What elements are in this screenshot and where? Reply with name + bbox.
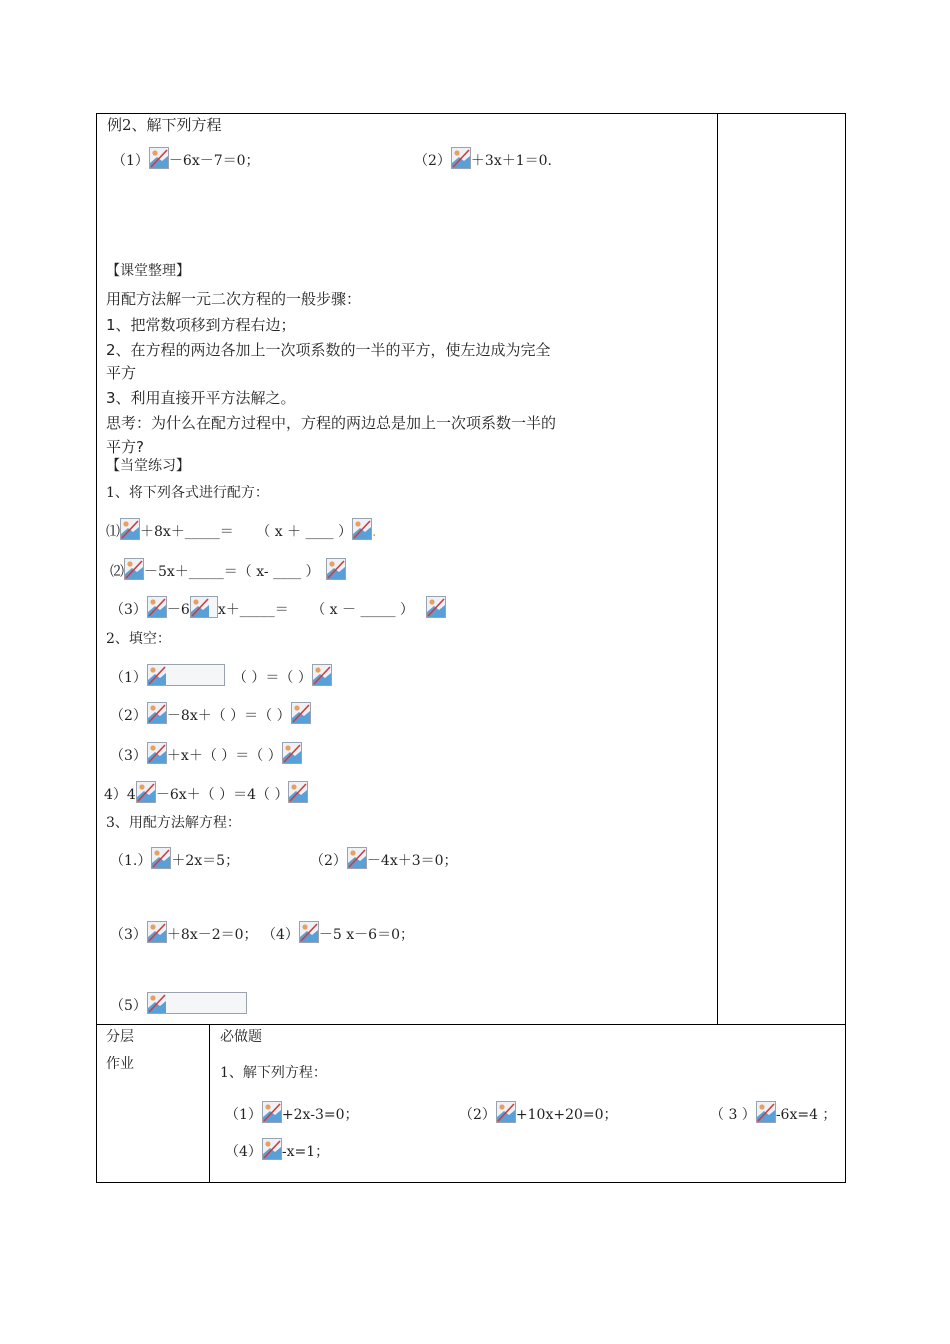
- item-text: －6: [166, 602, 190, 618]
- item-text: （ ）＝（ ）: [232, 670, 312, 686]
- homework-q1-title: 1、解下列方程：: [220, 1065, 327, 1081]
- item-text: ＋8x＋_____＝: [140, 524, 234, 540]
- homework-item: [225, 1101, 358, 1124]
- item-label: ⑴: [106, 524, 120, 540]
- item-text: -x=1；: [281, 1144, 330, 1160]
- practice-q3-item: [110, 992, 247, 1015]
- eq1-text: －6x－7＝0；: [168, 153, 260, 169]
- practice-q1-item: [106, 518, 376, 541]
- broken-image-icon: [147, 921, 167, 943]
- summary-heading: 【课堂整理】: [106, 263, 190, 279]
- broken-image-icon: [149, 147, 169, 169]
- broken-image-icon: [347, 847, 367, 869]
- summary-line: 用配方法解一元二次方程的一般步骤：: [106, 290, 362, 308]
- eq2-label: （2）: [414, 153, 451, 169]
- item-text: -6x=4 ；: [775, 1107, 837, 1123]
- summary-line: 1、把常数项移到方程右边；: [106, 316, 296, 334]
- practice-q3-item: [110, 921, 414, 944]
- item-label: （3）: [110, 602, 147, 618]
- broken-image-icon: [147, 596, 167, 618]
- eq1-label: （1）: [112, 153, 149, 169]
- item-label: （3）: [110, 748, 147, 764]
- item-text: （ x ＋ ____ ）: [256, 524, 352, 540]
- practice-q2-item: [104, 781, 308, 804]
- practice-q3-item: [110, 847, 239, 870]
- item-text: －5x＋_____＝（ x- ____ ）: [144, 564, 320, 580]
- practice-q3-item: [310, 847, 458, 870]
- item-text: .: [371, 524, 377, 540]
- example-title: 例2、解下列方程: [107, 116, 222, 134]
- item-text: （ x － _____ ）: [311, 602, 414, 618]
- item-text: －6x＋（ ）＝4（ ）: [155, 787, 289, 803]
- broken-image-icon: [352, 518, 372, 540]
- broken-image-icon: [147, 702, 167, 724]
- item-text: －4x＋3＝0；: [366, 853, 458, 869]
- summary-line: 2、在方程的两边各加上一次项系数的一半的平方，使左边成为完全: [106, 341, 551, 359]
- broken-image-icon: [262, 1138, 282, 1160]
- item-text: －8x＋（ ）＝（ ）: [166, 708, 291, 724]
- broken-image-icon: [326, 558, 346, 580]
- item-label: 4）4: [104, 787, 136, 803]
- item-label: （3）: [110, 927, 147, 943]
- practice-q1-item: [110, 558, 346, 581]
- homework-label: 分层: [106, 1029, 134, 1045]
- broken-image-icon: [282, 742, 302, 764]
- item-text: ＋8x－2＝0；: [166, 927, 258, 943]
- homework-item: [225, 1138, 329, 1161]
- broken-image-icon: [451, 147, 471, 169]
- item-label: （2）: [459, 1107, 496, 1123]
- item-label: （ 3 ）: [710, 1107, 756, 1123]
- item-text: +10x+20=0；: [515, 1107, 618, 1123]
- broken-image-icon: [147, 664, 225, 686]
- practice-q2-item: [110, 702, 311, 725]
- item-label: （2）: [110, 708, 147, 724]
- item-label: （5）: [110, 998, 147, 1014]
- practice-q2-title: 2、填空：: [106, 631, 171, 647]
- broken-image-icon: [312, 664, 332, 686]
- item-label: （4）: [262, 927, 299, 943]
- summary-line: 思考：为什么在配方过程中，方程的两边总是加上一次项系数一半的: [106, 414, 557, 432]
- summary-line: 3、利用直接开平方法解之。: [106, 389, 296, 407]
- eq2-text: ＋3x＋1＝0.: [470, 153, 552, 169]
- example-eq2: [414, 147, 552, 170]
- item-label: （1）: [225, 1107, 262, 1123]
- broken-image-icon: [136, 781, 156, 803]
- broken-image-icon: [496, 1101, 516, 1123]
- practice-q1-title: 1、将下列各式进行配方：: [106, 485, 269, 501]
- item-label: ⑵: [110, 564, 124, 580]
- broken-image-icon: [147, 992, 247, 1014]
- broken-image-icon: [262, 1101, 282, 1123]
- summary-line: 平方?: [106, 438, 144, 456]
- homework-item: [459, 1101, 618, 1124]
- item-label: （4）: [225, 1144, 262, 1160]
- broken-image-icon: [291, 702, 311, 724]
- homework-required: 必做题: [220, 1029, 262, 1045]
- practice-q2-item: [110, 664, 332, 687]
- practice-q2-item: [110, 742, 302, 765]
- practice-q1-item: [110, 596, 446, 619]
- practice-heading: 【当堂练习】: [106, 458, 190, 474]
- broken-image-icon: [151, 847, 171, 869]
- item-text: +2x-3=0；: [281, 1107, 359, 1123]
- item-label: （2）: [310, 853, 347, 869]
- broken-image-icon: [147, 742, 167, 764]
- broken-image-icon: [426, 596, 446, 618]
- broken-image-icon: [120, 518, 140, 540]
- homework-item: [710, 1101, 836, 1124]
- broken-image-icon: [756, 1101, 776, 1123]
- broken-image-icon: [299, 921, 319, 943]
- homework-label: 作业: [106, 1056, 134, 1072]
- item-text: ＋x＋（ ）＝（ ）: [166, 748, 282, 764]
- item-label: （1.）: [110, 853, 152, 869]
- summary-line: 平方: [106, 364, 137, 382]
- broken-image-icon: [190, 596, 218, 618]
- item-text: －5 x－6＝0；: [318, 927, 414, 943]
- item-label: （1）: [110, 670, 147, 686]
- broken-image-icon: [124, 558, 144, 580]
- broken-image-icon: [288, 781, 308, 803]
- item-text: x＋_____＝: [217, 602, 289, 618]
- item-text: ＋2x＝5；: [171, 853, 240, 869]
- example-eq1: [112, 147, 260, 170]
- practice-q3-title: 3、用配方法解方程：: [106, 815, 241, 831]
